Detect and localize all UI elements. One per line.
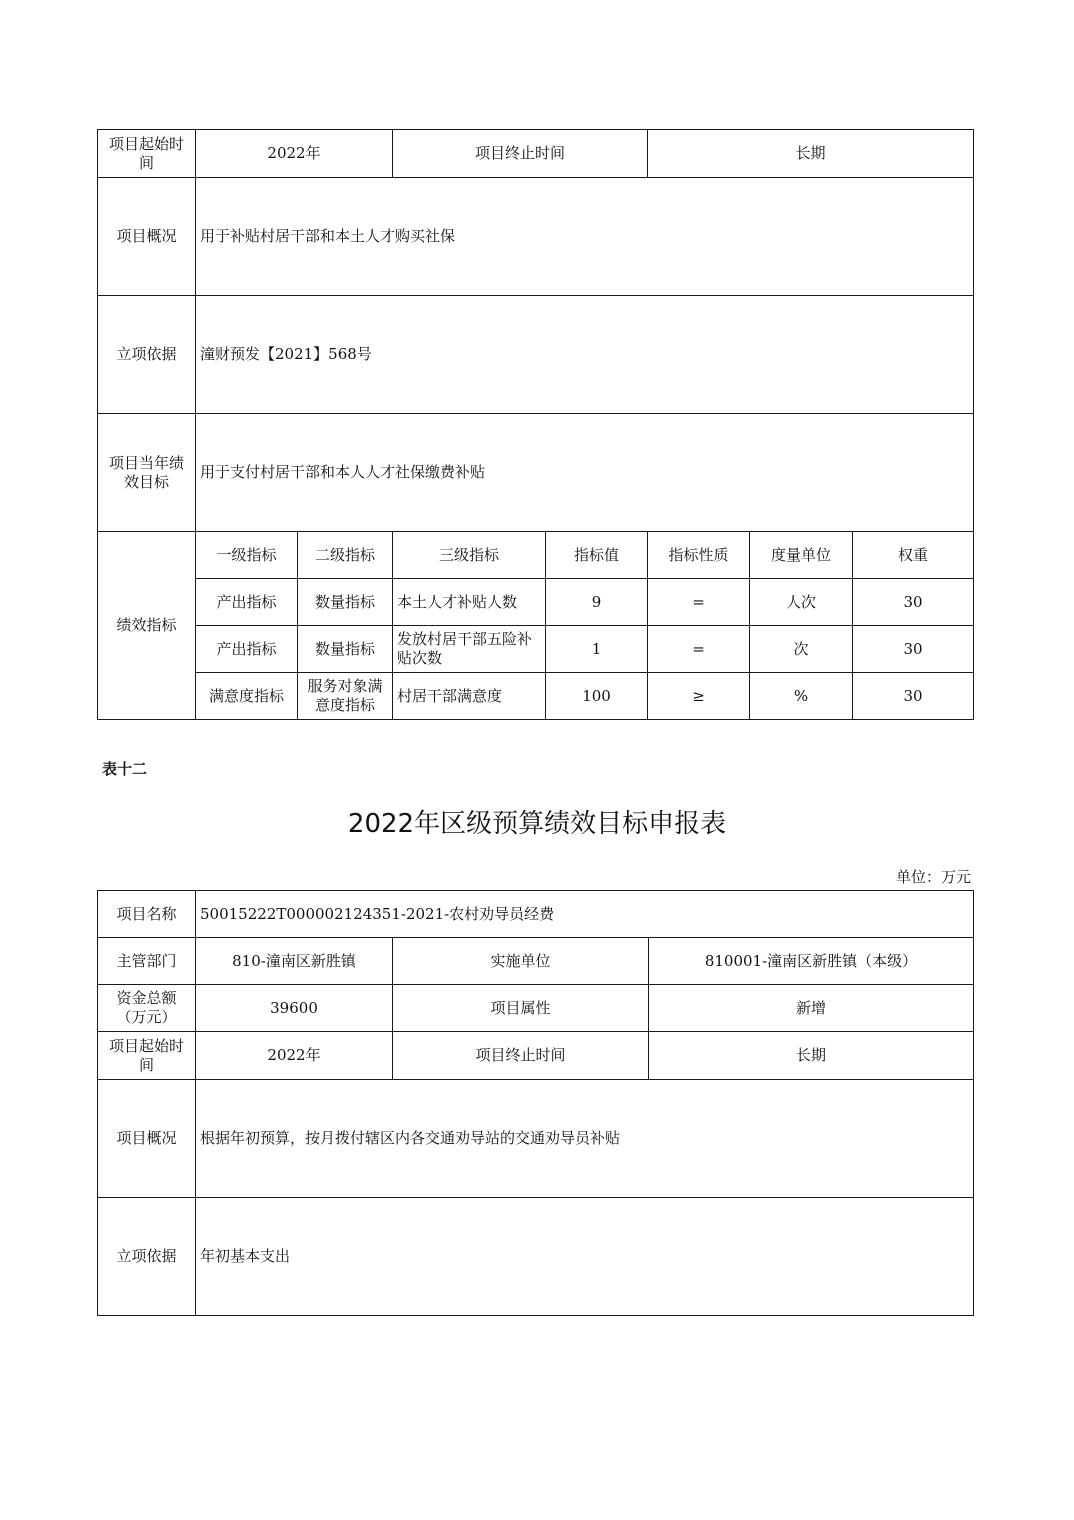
cell: 9	[546, 579, 648, 626]
cell: 发放村居干部五险补贴次数	[393, 626, 546, 673]
header-unit: 度量单位	[750, 532, 853, 579]
dept-value: 810-潼南区新胜镇	[196, 938, 393, 985]
fund-value: 39600	[196, 985, 393, 1032]
impl-value: 810001-潼南区新胜镇（本级）	[649, 938, 974, 985]
budget-target-table	[97, 890, 974, 1316]
table-row	[98, 985, 974, 1032]
basis-value: 年初基本支出	[196, 1198, 974, 1316]
table-row	[98, 178, 974, 296]
table-row	[98, 296, 974, 414]
cell: %	[750, 673, 853, 720]
table-row	[98, 938, 974, 985]
cell: 村居干部满意度	[393, 673, 546, 720]
cell: =	[648, 579, 750, 626]
impl-label: 实施单位	[393, 938, 649, 985]
header-weight: 权重	[853, 532, 974, 579]
table-row	[98, 1198, 974, 1316]
cell: 100	[546, 673, 648, 720]
table-row	[98, 1080, 974, 1198]
start-time-value: 2022年	[196, 130, 393, 178]
fund-label: 资金总额（万元）	[98, 985, 196, 1032]
basis-label: 立项依据	[98, 296, 196, 414]
end-time-value: 长期	[649, 1032, 974, 1080]
cell: 本土人才补贴人数	[393, 579, 546, 626]
indicator-header-row	[98, 532, 974, 579]
end-time-label: 项目终止时间	[393, 130, 648, 178]
basis-label: 立项依据	[98, 1198, 196, 1316]
cell: 30	[853, 626, 974, 673]
cell: 数量指标	[298, 626, 393, 673]
cell: 产出指标	[196, 579, 298, 626]
cell: 满意度指标	[196, 673, 298, 720]
performance-indicators-label: 绩效指标	[98, 532, 196, 720]
overview-value: 用于补贴村居干部和本土人才购买社保	[196, 178, 974, 296]
indicator-row	[98, 673, 974, 720]
header-level2: 二级指标	[298, 532, 393, 579]
header-level3: 三级指标	[393, 532, 546, 579]
start-time-label: 项目起始时间	[98, 130, 196, 178]
start-time-value: 2022年	[196, 1032, 393, 1080]
cell: 30	[853, 673, 974, 720]
attr-value: 新增	[649, 985, 974, 1032]
cell: 数量指标	[298, 579, 393, 626]
start-time-label: 项目起始时间	[98, 1032, 196, 1080]
indicator-row	[98, 626, 974, 673]
section-tag: 表十二	[102, 760, 148, 778]
goal-label: 项目当年绩效目标	[98, 414, 196, 532]
overview-label: 项目概况	[98, 178, 196, 296]
cell: 人次	[750, 579, 853, 626]
table-row	[98, 130, 974, 178]
cell: 服务对象满意度指标	[298, 673, 393, 720]
end-time-label: 项目终止时间	[393, 1032, 649, 1080]
overview-value: 根据年初预算，按月拨付辖区内各交通劝导站的交通劝导员补贴	[196, 1080, 974, 1198]
cell: 产出指标	[196, 626, 298, 673]
project-name-label: 项目名称	[98, 891, 196, 938]
header-level1: 一级指标	[196, 532, 298, 579]
header-nature: 指标性质	[648, 532, 750, 579]
cell: ≥	[648, 673, 750, 720]
overview-label: 项目概况	[98, 1080, 196, 1198]
dept-label: 主管部门	[98, 938, 196, 985]
cell: 1	[546, 626, 648, 673]
performance-table-continued	[97, 129, 974, 720]
basis-value: 潼财预发【2021】568号	[196, 296, 974, 414]
unit-note: 单位：万元	[895, 868, 971, 886]
goal-value: 用于支付村居干部和本人人才社保缴费补贴	[196, 414, 974, 532]
header-value: 指标值	[546, 532, 648, 579]
indicator-row	[98, 579, 974, 626]
cell: 次	[750, 626, 853, 673]
cell: =	[648, 626, 750, 673]
table-row	[98, 891, 974, 938]
cell: 30	[853, 579, 974, 626]
page-title: 2022年区级预算绩效目标申报表	[347, 809, 727, 839]
table-row	[98, 414, 974, 532]
table-row	[98, 1032, 974, 1080]
attr-label: 项目属性	[393, 985, 649, 1032]
end-time-value: 长期	[648, 130, 974, 178]
project-name-value: 50015222T000002124351-2021-农村劝导员经费	[196, 891, 974, 938]
